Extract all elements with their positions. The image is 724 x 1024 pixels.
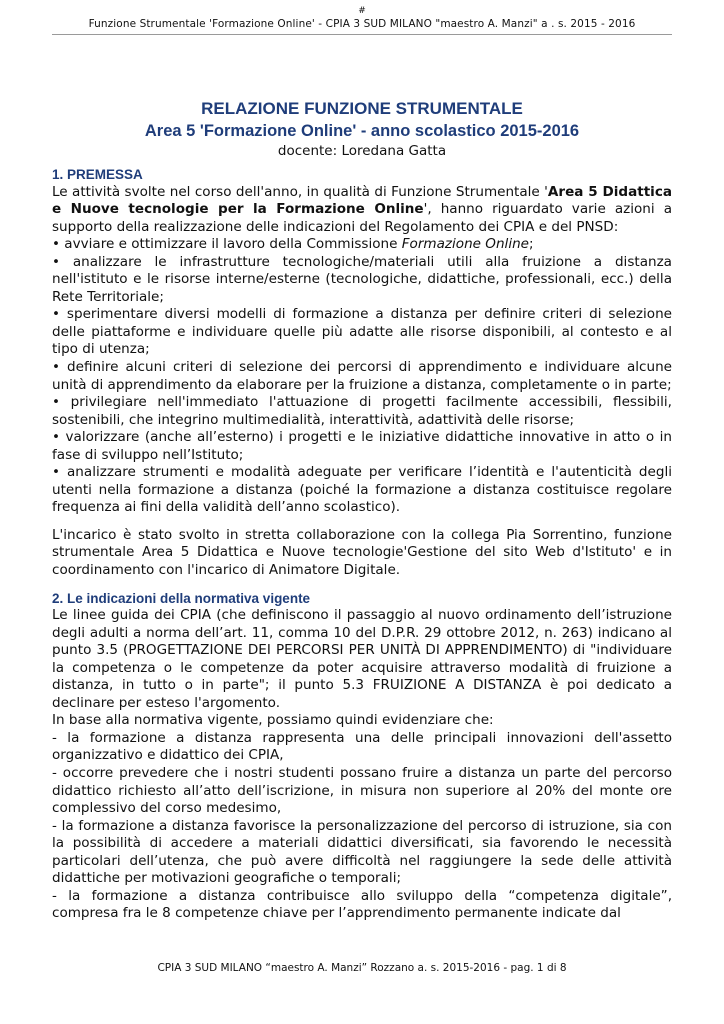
section-2-paragraph-2: In base alla normativa vigente, possiamo quindi evidenziare che: [52,712,494,729]
dash-item-4: - la formazione a distanza contribuisce allo sviluppo della “competenza digitale”, compresa fra le 8 competenze chiave per l’apprendimento permanente indicate dal [52,887,672,922]
bullet-4: • definire alcuni criteri di selezione dei percorsi di apprendimento e individuare alcune unità di apprendimento da elaborare per la fruizione a distanza, completamente o in parte; [52,358,672,393]
header-divider [52,34,672,35]
section-1-heading: 1. PREMESSA [52,167,143,182]
title-block [52,98,672,160]
bullet-3: • sperimentare diversi modelli di formazione a distanza per definire criteri di selezione delle piattaforme e individuare quelle più adatte alle risorse disponibili, al contesto e al tipo di utenza; [52,306,672,358]
bullet-7: • analizzare strumenti e modalità adeguate per verificare l’identità e l'autenticità degli utenti nella formazione a distanza (poiché la formazione a distanza costituisce regolare frequenza ai fini della validità dell’anno scolastico). [52,464,672,516]
bullet-1-end: ; [529,236,534,253]
intro-bold: Area 5 Didattica e Nuove tecnologie per la Formazione Online [52,183,672,218]
intro-text-b: ', hanno riguardato varie azioni a supporto della realizzazione delle indicazioni del Regolamento dei CPIA e del PNSD: [52,201,672,235]
page-header: Funzione Strumentale 'Formazione Online' - CPIA 3 SUD MILANO "maestro A. Manzi" a . s. 2015 - 2016 [88,18,636,30]
document-subtitle: Area 5 'Formazione Online' - anno scolastico 2015-2016 [144,122,580,140]
document-author: docente: Loredana Gatta [277,143,447,159]
bullet-1-text: • avviare e ottimizzare il lavoro della Commissione [52,236,402,253]
section-2-heading: 2. Le indicazioni della normativa vigente [52,590,311,606]
page-footer: CPIA 3 SUD MILANO “maestro A. Manzi” Rozzano a. s. 2015-2016 - pag. 1 di 8 [157,962,567,974]
bullet-1-italic: Formazione Online [401,236,529,253]
dash-item-3: - la formazione a distanza favorisce la personalizzazione del percorso di istruzione, sia con la possibilità di accedere a materiali didattici diversificati, sia favorendo le necessità particolari dell’utenza, che può avere difficoltà nel raggiungere la sede delle attività didattiche per motivazioni geografiche o temporali; [52,817,672,887]
document-title: RELAZIONE FUNZIONE STRUMENTALE [201,99,523,118]
bullet-5: • privilegiare nell'immediato l'attuazione di progetti facilmente accessibili, flessibili, sostenibili, che integrino multimedialità, interattività, adattività delle risorse; [52,394,672,428]
collaboration-paragraph: L'incarico è stato svolto in stretta collaborazione con la collega Pia Sorrentino, funzione strumentale Area 5 Didattica e Nuove tecnologie'Gestione del sito Web d'Istituto' e in coordinamento con l'incarico di Animatore Digitale. [52,526,672,578]
bullet-6: • valorizzare (anche all’esterno) i progetti e le iniziative didattiche innovative in atto o in fase di sviluppo nell’Istituto; [52,429,672,463]
section-1-intro [52,184,672,237]
intro-text-a: Le attività svolte nel corso dell'anno, in qualità di Funzione Strumentale ' [52,183,548,200]
section-2-paragraph-1: Le linee guida dei CPIA (che definiscono il passaggio al nuovo ordinamento dell’istruzione degli adulti a norma dell’art. 11, comma 10 del D.P.R. 29 ottobre 2012, n. 263) indicano al punto 3.5 (PROGETTAZIONE DEI PERCORSI PER UNITÀ DI APPRENDIMENTO) di "individuare la competenza o le competenze da poter acquisire attraverso modalità di fruizione a distanza, in tutto o in parte"; il punto 5.3 FRUIZIONE A DISTANZA è poi dedicato a declinare per esteso l'argomento. [52,607,672,711]
dash-item-1: - la formazione a distanza rappresenta una delle principali innovazioni dell'assetto organizzativo e didattico dei CPIA, [52,729,672,764]
header-mark: # [358,6,366,16]
dash-item-2: - occorre prevedere che i nostri studenti possano fruire a distanza un parte del percorso didattico richiesto all’atto dell’iscrizione, in misura non superiore al 20% del monte ore complessivo del corso medesimo, [52,764,672,817]
bullet-1 [52,236,672,254]
document-body [52,166,672,923]
bullet-2: • analizzare le infrastrutture tecnologiche/materiali utili alla fruizione a distanza nell'istituto e le risorse interne/esterne (tecnologiche, didattiche, professionali, ecc.) della Rete Territoriale; [52,253,672,305]
